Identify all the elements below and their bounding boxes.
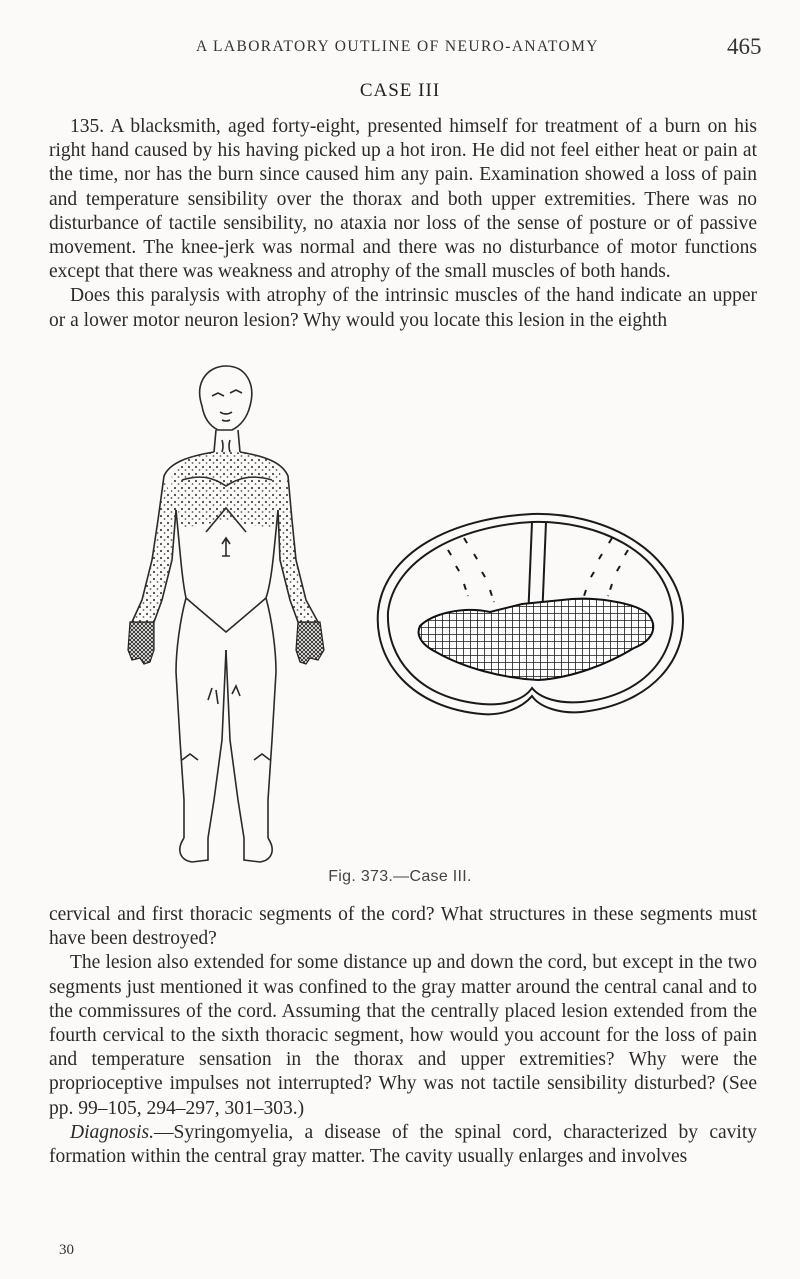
spinal-cord-section-diagram bbox=[372, 508, 702, 728]
figure-caption: Fig. 373.—Case III. bbox=[328, 868, 472, 885]
paragraph-question-lesion: Does this paralysis with atrophy of the intrinsic muscles of the hand indicate an upper or a lower motor neuron lesion? Why would you locate this lesion in the eighth bbox=[49, 285, 757, 331]
diagnosis-text: —Syringomyelia, a disease of the spinal cord, characterized by cavity formation within the central gray matter. The cavity usually enlarges and involves bbox=[49, 1121, 757, 1168]
signature-mark: 30 bbox=[59, 1242, 74, 1258]
diagnosis-label: Diagnosis. bbox=[70, 1121, 154, 1143]
running-head bbox=[0, 34, 800, 64]
paragraph-lesion-extent: The lesion also extended for some distance up and down the cord, but except in the two segments just mentioned it was confined to the gray matter around the central canal and to the commissures of the cord. Assuming that the centrally placed lesion extended from the fourth cervical to the sixth thoracic segment, how would you account for the loss of pain and temperature sensation in the thorax and upper extremities? Why were the proprioceptive impulses not interrupted? Why was not tactile sensibility disturbed? (See pp. 99–105, 294–297, 301–303.) bbox=[49, 952, 757, 1119]
paragraph-diagnosis bbox=[49, 1121, 757, 1169]
body-text-top bbox=[49, 115, 757, 333]
body-sensory-diagram bbox=[110, 360, 350, 870]
paragraph-case-description: 135. A blacksmith, aged forty-eight, presented himself for treatment of a burn on his right hand caused by his having picked up a hot iron. He did not feel either heat or pain at the time, nor has the burn since caused him any pain. Examination showed a loss of pain and temperature sensibility over the thorax and both upper extremities. There was no disturbance of tactile sensibility, no ataxia nor loss of the sense of posture or of passive movement. The knee-jerk was normal and there was no disturbance of motor functions except that there was weakness and atrophy of the small muscles of both hands. bbox=[49, 116, 757, 283]
running-title: A LABORATORY OUTLINE OF NEURO-ANATOMY bbox=[196, 38, 599, 55]
paragraph-continuation: cervical and first thoracic segments of the cord? What structures in these segments must have been destroyed? bbox=[49, 904, 757, 950]
page-number: 465 bbox=[727, 34, 762, 59]
figure-373 bbox=[110, 360, 710, 870]
case-heading: CASE III bbox=[359, 80, 441, 101]
body-text-bottom bbox=[49, 903, 757, 1169]
